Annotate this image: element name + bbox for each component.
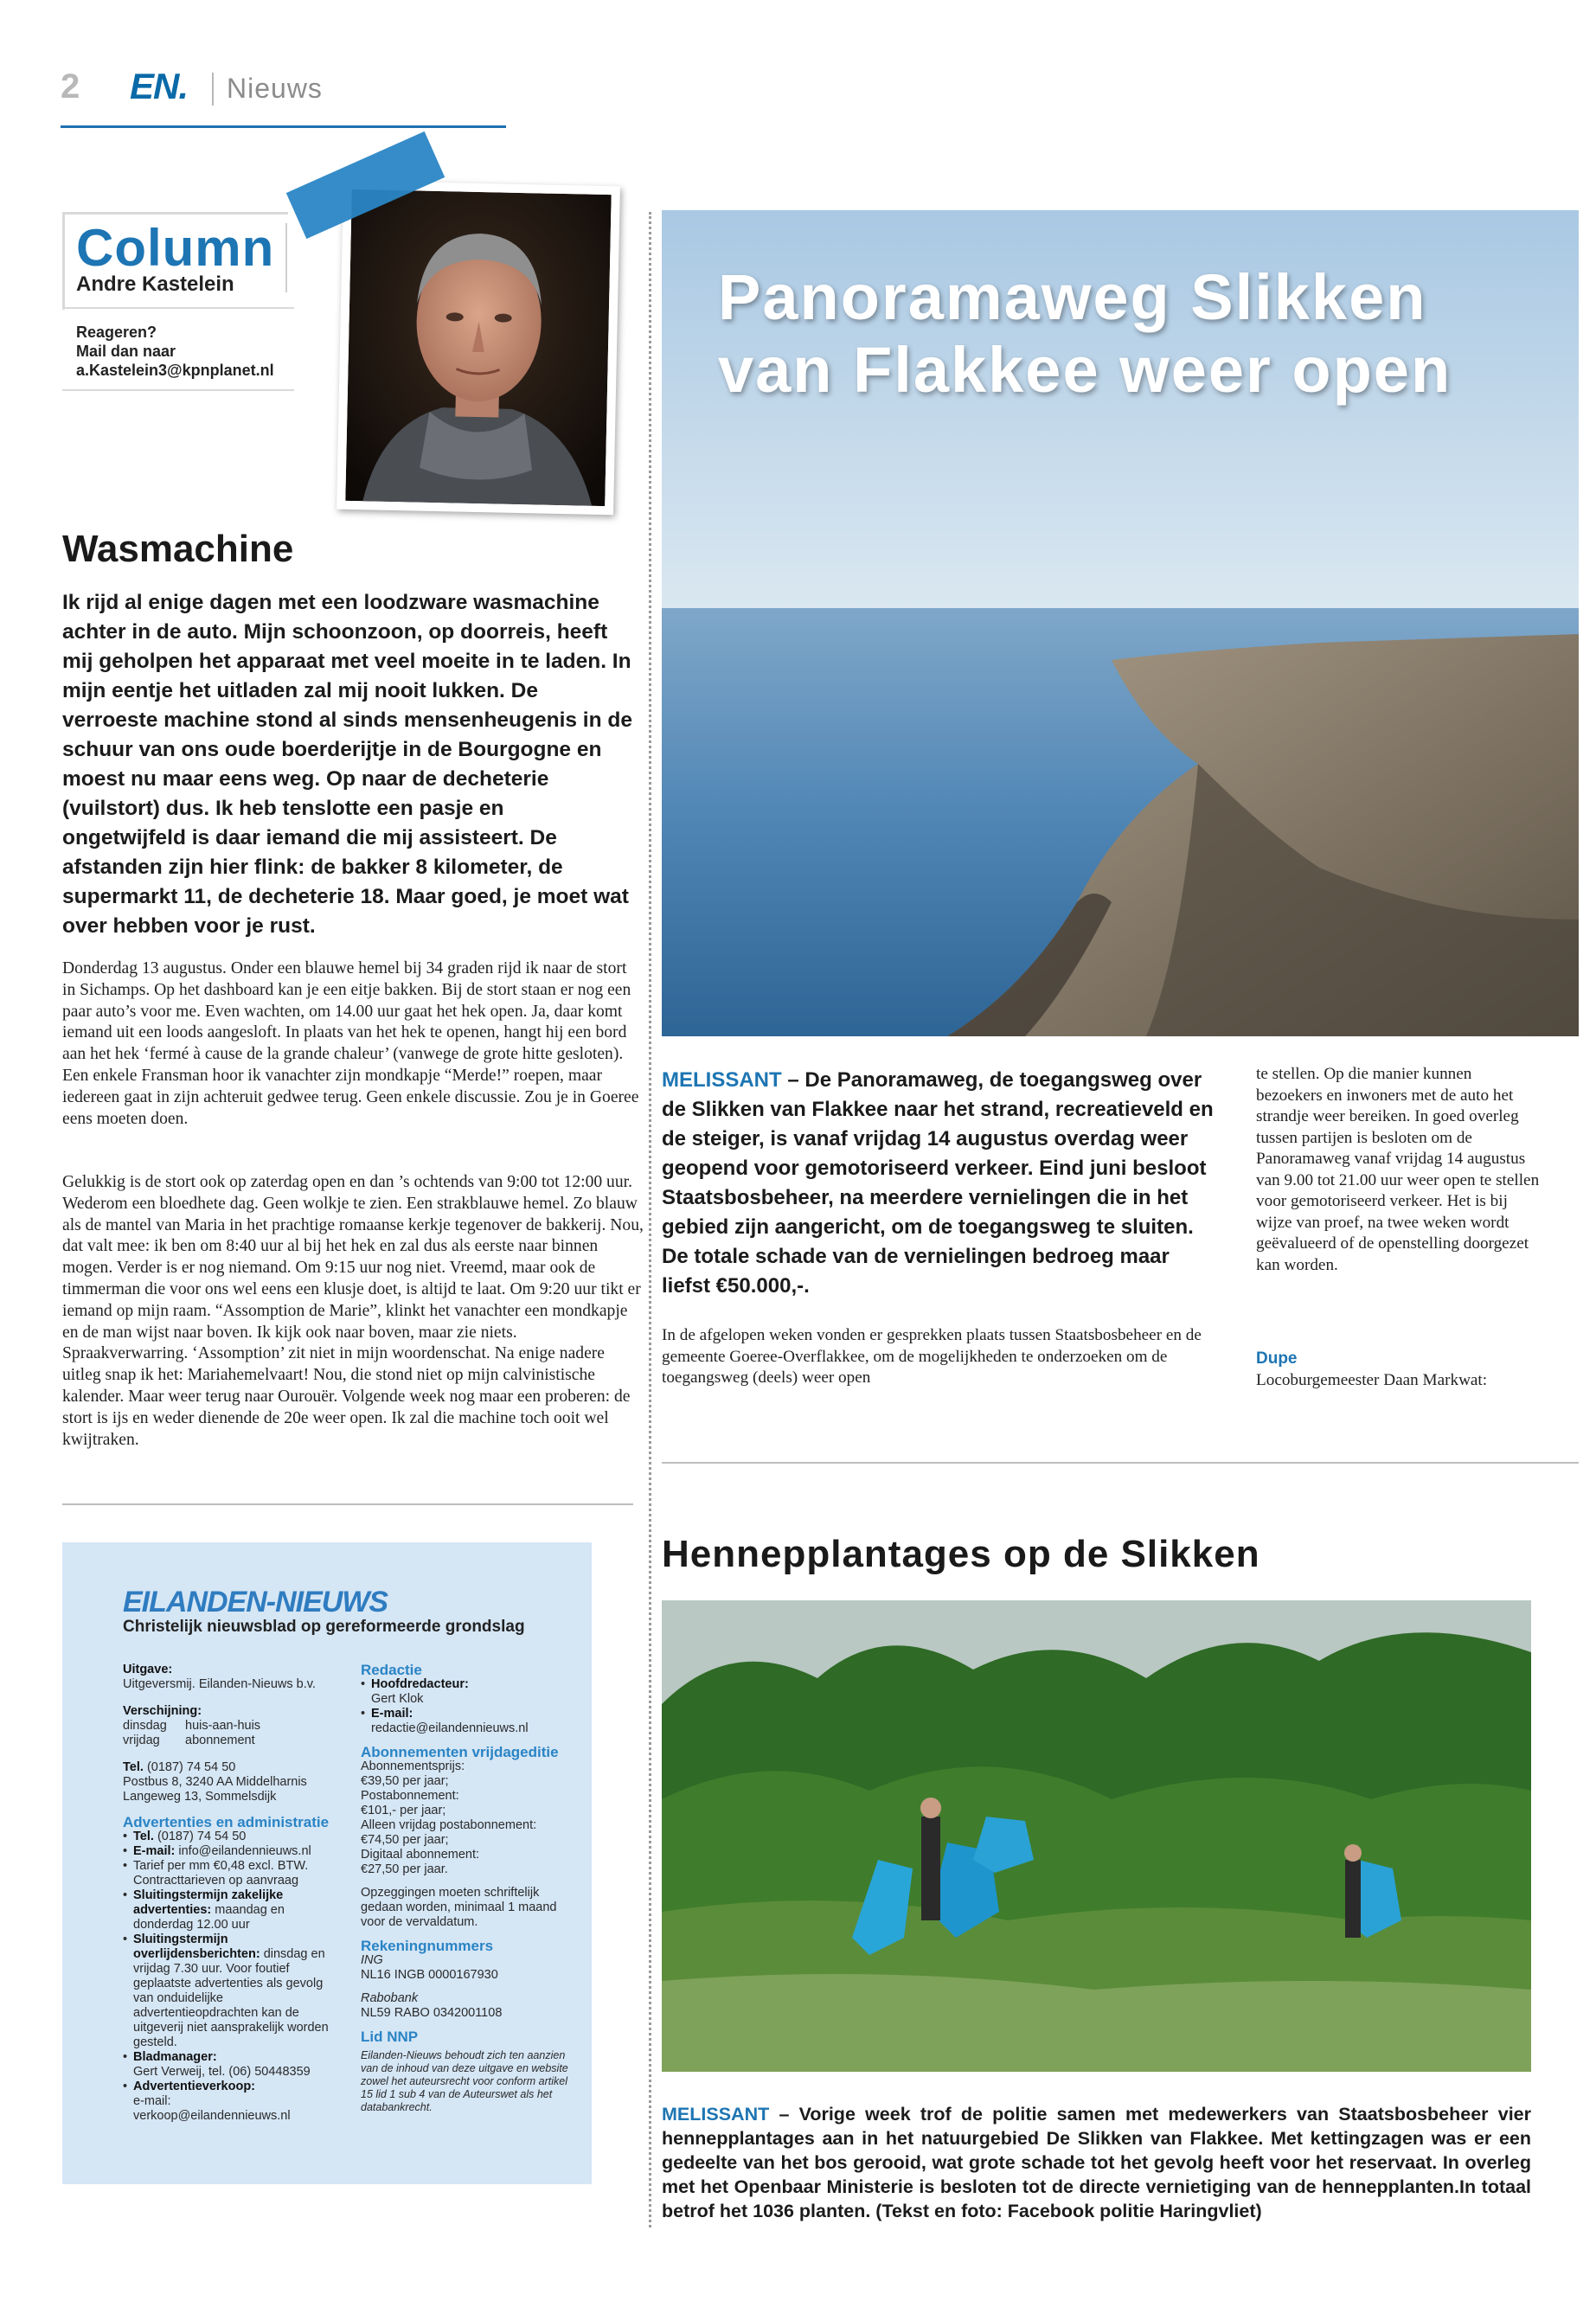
lead-text: – De Panoramaweg, de toegangsweg over de Slikken van Flakkee naar het strand, recreatieveld en de steiger, is vanaf vrijdag 14 augustus overdag weer geopend voor gemotoriseerd verkeer. Eind juni besloot Staatsbosbeheer, na meerdere vernielingen die in het gebied zijn aangericht, om de toegangsweg te sluiten. De totale schade van de vernielingen bedroeg maar liefst €50.000,-.	[662, 1068, 1214, 1298]
column-label: Column	[76, 219, 275, 277]
hemp-headline: Hennepplantages op de Slikken	[662, 1533, 1260, 1575]
rabo-value: NL59 RABO 0342001108	[361, 2006, 503, 2020]
article-rule	[662, 1462, 1579, 1464]
dateline: MELISSANT	[662, 1068, 782, 1092]
abo-line: Digitaal abonnement:	[361, 1848, 480, 1862]
address-line: Postbus 8, 3240 AA Middelharnis	[123, 1775, 307, 1789]
caption-text: – Vorige week trof de politie samen met medewerkers van Staatsbosbeheer vier hennepplantages aan in het natuurgebied De Slikken van Flakkee. Met kettingzagen was er een gedeelte van het bos gerooid, wat grote schade tot het gevolg heeft voor het reservaat. In overleg met het Openbaar Ministerie is besloten tot de directe vernietiging van de hennepplanten.In totaal betrof het 1036 planten. (Tekst en foto: Facebook politie Haringvliet)	[662, 2104, 1531, 2221]
redactie-email[interactable]: • E-mail: redactie@eilandennieuws.nl	[361, 1707, 577, 1736]
header-separator	[212, 73, 214, 106]
subhead: Dupe	[1256, 1349, 1298, 1368]
column-respond	[76, 323, 292, 380]
colophon-logo: EILANDEN-NIEUWS	[123, 1586, 388, 1618]
opzegging-note: Opzeggingen moeten schriftelijk gedaan worden, minimaal 1 maand voor de vervaldatum.	[361, 1886, 557, 1929]
abo-line: Alleen vrijdag postabonnement:	[361, 1818, 537, 1832]
respond-line: Reageren?	[76, 324, 157, 341]
hemp-photo-image	[662, 1600, 1531, 2072]
colophon-left	[123, 1663, 339, 2124]
rabo-label: Rabobank	[361, 1991, 419, 2005]
author-portrait	[337, 181, 620, 516]
verschijning-label: Verschijning:	[123, 1704, 202, 1718]
redactie-heading: Redactie	[361, 1662, 422, 1678]
abo-line: Postabonnement:	[361, 1789, 459, 1803]
abonnement-heading: Abonnementen vrijdageditie	[361, 1744, 559, 1760]
sluiting-zakelijk: • Sluitingstermijn zakelijke advertenties: maandag en donderdag 12.00 uur	[123, 1888, 339, 1932]
main-lead	[662, 1066, 1220, 1301]
advert-list	[123, 1830, 339, 2124]
verschijning-row: vrijdag abonnement	[123, 1734, 255, 1747]
column-label-separator	[285, 223, 287, 292]
column-paragraph: Gelukkig is de stort ook op zaterdag open en dan ’s ochtends van 9:00 tot 12:00 uur. Wederom een bloedhete dag. Geen wolkje te zien. Een strakblauwe hemel. Zo blauw als de mantel van Maria in het prachtige romaanse kerkje tegenover de bakkerij. Nou, dat valt mee: ik ben om 8:40 uur al bij het hek en zal dus als eerste naar binnen mogen. Verder is er nog niemand. Om 9:15 uur nog niet. Vreemd, maar ook de timmerman die voor ons wel eens een klusje doet, is altijd te laat. Om 9:20 uur tikt er iemand op mijn raam. “Assomption de Marie”, klinkt het vanachter een mondkapje en de man wijst naar boven. Ik kijk ook naar boven, maar zie niets. Spraakverwarring. ‘Assomption’ zit niet in mijn woordenschat. Na enige nadere uitleg snap ik het: Mariahemelvaart! Nou, die stond niet op mijn calvinistische kalender. Maar weer terug naar Ourouër. Volgende week nog maar een proberen: de stort is ijs en weder dienende de 20e weer open. Ik zal die machine toch ooit wel kwijtraken.	[62, 1173, 644, 1449]
nnp-heading: Lid NNP	[361, 2029, 419, 2045]
advertentieverkoop: • Advertentieverkoop: e-mail: verkoop@eilandennieuws.nl	[123, 2080, 339, 2124]
address-line: Langeweg 13, Sommelsdijk	[123, 1790, 277, 1804]
hoofdredacteur: • Hoofdredacteur: Gert Klok	[361, 1677, 577, 1707]
main-paragraph-continued: Locoburgemeester Daan Markwat:	[1256, 1371, 1488, 1389]
colophon-right	[361, 1663, 577, 2114]
hemp-caption	[662, 2102, 1531, 2223]
colophon-subtitle: Christelijk nieuwsblad op gereformeerde grondslag	[123, 1618, 525, 1636]
respond-email[interactable]: a.Kastelein3@kpnplanet.nl	[76, 362, 274, 379]
abo-line: Abonnementsprijs:	[361, 1759, 465, 1773]
verschijning-row: dinsdag huis-aan-huis	[123, 1719, 261, 1733]
abo-line: €101,- per jaar;	[361, 1804, 446, 1817]
headline-line: van Flakkee weer open	[718, 334, 1452, 406]
column-lead: Ik rijd al enige dagen met een loodzware wasmachine achter in de auto. Mijn schoonzoon, op doorreis, heeft mij geholpen het apparaat met veel moeite in te laden. In mijn eentje het uitladen zal mij nooit lukken. De verroeste machine stond al sinds mensenheugenis in de schuur van ons oude boerderijtje in de Bourgogne en moest nu maar eens weg. Op naar de decheterie (vuilstort) dus. Ik heb tenslotte een pasje en ongetwijfeld is daar iemand die mij assisteert. De afstanden zijn hier flink: de bakker 8 kilometer, de supermarkt 11, de decheterie 18. Maar goed, je moet wat over hebben voor je rust.	[62, 591, 632, 938]
headline-line: Panoramaweg Slikken	[718, 261, 1427, 333]
tel-line: Tel. (0187) 74 54 50	[123, 1760, 236, 1774]
advert-tarief: • Tarief per mm €0,48 excl. BTW. Contracttarieven op aanvraag	[123, 1859, 339, 1888]
abo-line: €27,50 per jaar.	[361, 1862, 448, 1876]
disclaimer: Eilanden-Nieuws behoudt zich ten aanzien van de inhoud van deze uitgave en website zowel het auteursrecht voor conform artikel 15 lid 1 sub 4 van de Auteurswet als het databankrecht.	[361, 2049, 568, 2113]
page-number: 2	[61, 67, 80, 106]
portrait-image	[345, 189, 611, 506]
column-title: Wasmachine	[62, 528, 294, 570]
header-rule	[61, 125, 506, 128]
column-end-rule	[62, 1503, 633, 1505]
column-divider	[649, 212, 651, 2227]
column-paragraph: Donderdag 13 augustus. Onder een blauwe hemel bij 34 graden rijd ik naar de stort in Sichamps. Op het dashboard kan je een eitje bakken. Bij de stort staan er nog een paar auto’s voor me. Even wachten, om 14.00 uur gaat het hek open. Ja, daar komt iemand uit een loods aangesloft. In plaats van het hek te openen, hangt hij een bord aan het hek ‘fermé à cause de la grande chaleur’ (vanwege de grote hitte gesloten). Een enkele Fransman hoor ik vanachter zijn mondkapje “Merde!” roepen, maar iedereen gaat in zijn achteruit gedwee terug. Geen enkele discussie. Zou je in Goeree eens moeten doen.	[62, 959, 639, 1128]
uitgave-value: Uitgeversmij. Eilanden-Nieuws b.v.	[123, 1677, 316, 1691]
advert-heading: Advertenties en administratie	[123, 1814, 330, 1830]
abo-line: €74,50 per jaar;	[361, 1833, 449, 1847]
hemp-photo	[662, 1600, 1531, 2072]
uitgave-label: Uitgave:	[123, 1663, 173, 1676]
redactie-list	[361, 1677, 577, 1736]
respond-line: Mail dan naar	[76, 343, 176, 360]
advert-tel: • Tel. (0187) 74 54 50	[123, 1830, 339, 1844]
main-paragraph: In de afgelopen weken vonden er gesprekken plaats tussen Staatsbosbeheer en de gemeente Goeree-Overflakkee, om de mogelijkheden te onderzoeken om de toegangsweg (deels) weer open	[662, 1326, 1202, 1387]
newspaper-logo: EN.	[130, 66, 189, 106]
main-paragraph-right: te stellen. Op die manier kunnen bezoekers en inwoners met de auto het strandje weer bereiken. In goed overleg tussen partijen is besloten om de Panoramaweg vanaf vrijdag 14 augustus van 9.00 tot 21.00 uur weer open te stellen voor gemotoriseerd verkeer. Het is bij wijze van proef, na twee weken wordt geëvalueerd of de openstelling doorgezet kan worden.	[1256, 1065, 1540, 1274]
section-name: Nieuws	[227, 73, 323, 104]
main-headline	[718, 261, 1452, 407]
column-rule	[62, 307, 294, 309]
sluiting-overlijden: • Sluitingstermijn overlijdensberichten: dinsdag en vrijdag 7.30 uur. Voor foutief geplaatste advertenties als gevolg van onduidelijke advertentieopdrachten kan de uitgeverij niet aansprakelijk worden gesteld.	[123, 1932, 339, 2050]
ing-value: NL16 INGB 0000167930	[361, 1968, 498, 1982]
advert-email[interactable]: • E-mail: info@eilandennieuws.nl	[123, 1844, 339, 1859]
bladmanager: • Bladmanager: Gert Verweij, tel. (06) 50448359	[123, 2050, 339, 2080]
abo-line: €39,50 per jaar;	[361, 1774, 449, 1788]
column-rule-bottom	[62, 389, 294, 391]
ing-label: ING	[361, 1953, 383, 1967]
dateline: MELISSANT	[662, 2104, 770, 2125]
rekening-heading: Rekeningnummers	[361, 1938, 494, 1954]
column-author: Andre Kastelein	[76, 272, 234, 296]
